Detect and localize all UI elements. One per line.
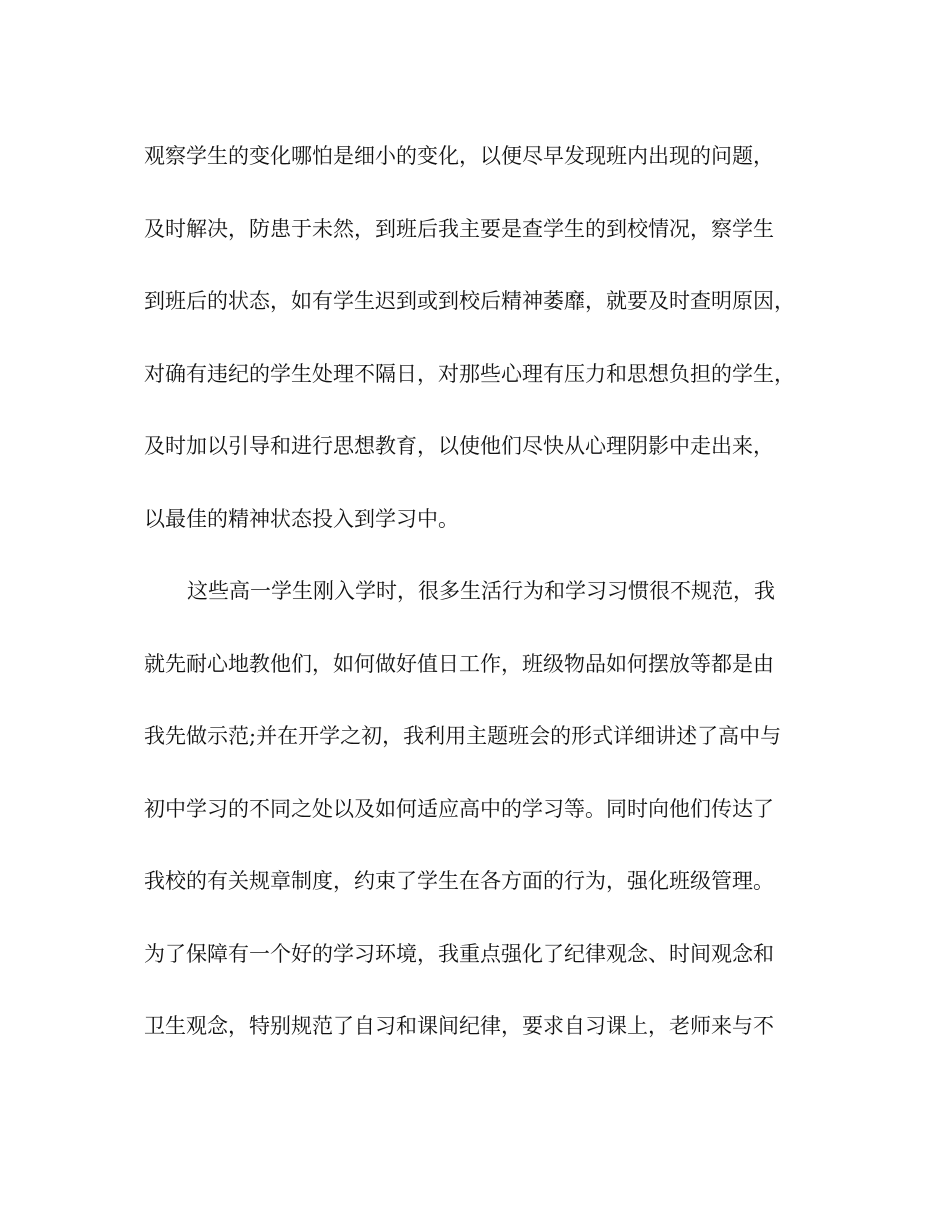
text-line: 初中学习的不同之处以及如何适应高中的学习等。同时向他们传达了 bbox=[144, 796, 774, 821]
text-line: 就先耐心地教他们，如何做好值日工作，班级物品如何摆放等都是由 bbox=[144, 651, 774, 676]
text-line: 我校的有关规章制度，约束了学生在各方面的行为，强化班级管理。 bbox=[144, 869, 774, 893]
text-line: 以最佳的精神状态投入到学习中。 bbox=[144, 506, 459, 531]
text-line: 我先做示范;并在开学之初，我利用主题班会的形式详细讲述了高中与 bbox=[144, 724, 782, 748]
text-line: 及时加以引导和进行思想教育，以使他们尽快从心理阴影中走出来， bbox=[144, 434, 774, 458]
text-line: 对确有违纪的学生处理不隔日，对那些心理有压力和思想负担的学生， bbox=[144, 361, 795, 386]
text-line: 卫生观念，特别规范了自习和课间纪律，要求自习课上，老师来与不 bbox=[144, 1014, 774, 1038]
text-line: 为了保障有一个好的学习环境，我重点强化了纪律观念、时间观念和 bbox=[144, 941, 774, 966]
text-line: 观察学生的变化哪怕是细小的变化，以便尽早发现班内出现的问题， bbox=[144, 144, 774, 168]
paragraph-first-line: 这些高一学生刚入学时，很多生活行为和学习习惯很不规范，我 bbox=[187, 579, 775, 603]
text-line: 及时解决，防患于未然，到班后我主要是查学生的到校情况，察学生 bbox=[144, 216, 774, 241]
body-text bbox=[144, 136, 814, 1079]
text-line: 到班后的状态，如有学生迟到或到校后精神萎靡，就要及时查明原因， bbox=[144, 289, 795, 313]
